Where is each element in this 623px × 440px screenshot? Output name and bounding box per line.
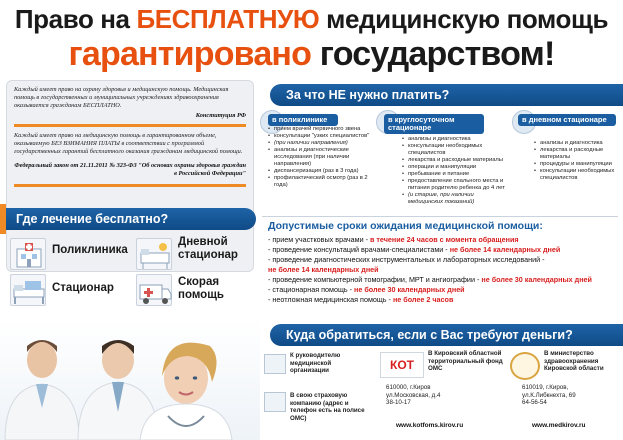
list-item: • предоставление спального места и питания родителю ребенка до 4 лет — [402, 178, 506, 192]
banner-accent — [0, 204, 6, 234]
office-icon — [264, 354, 286, 374]
contact-ministry-address: 610019, г.Киров, ул.К.Либкнехта, 69 64-56-54 — [522, 384, 576, 407]
list-item: • анализы и диагностические исследования (при наличии направления) — [268, 147, 370, 168]
law-source: Федеральный закон от 21.11.2011 № 323-ФЗ "Об основах охраны здоровья граждан в Российской Федерации" — [14, 162, 246, 177]
list-item: • диспансеризация (раз в 3 года) — [268, 168, 370, 175]
list-item: • (и старше, при наличии медицинских показаний) — [402, 192, 506, 206]
wait-row: - проведение консультаций врачами-специалистами - не более 14 календарных дней — [268, 245, 561, 254]
contact-fund-address: 610000, г.Киров ул.Московская, д.4 38-10-17 — [386, 384, 441, 407]
list-item: • анализы и диагностика — [402, 136, 506, 143]
tile-label-day-hospital: Дневной стационар — [178, 236, 238, 261]
contact-ministry-title: В министерство здравоохранения Кировской области — [544, 350, 604, 373]
link-medkirov[interactable]: www.medkirov.ru — [532, 422, 586, 429]
list-item: • консультации необходимых специалистов — [402, 143, 506, 157]
list-item: • лекарства и расходные материалы — [402, 157, 506, 164]
waiting-times-title: Допустимые сроки ожидания медицинской помощи: — [268, 220, 543, 232]
list-item: • профилактический осмотр (раз в 2 года) — [268, 175, 370, 189]
col-list-day-hospital — [534, 140, 618, 182]
wait-row: - прием участковых врачами - в течение 24 часов с момента обращения — [268, 235, 519, 244]
list-item: • анализы и диагностика — [534, 140, 618, 147]
col-title-24h-hospital: в круглосуточном стационаре — [384, 114, 484, 134]
insurance-icon — [264, 392, 286, 412]
constitution-quote: Каждый имеет право на охрану здоровья и медицинскую помощь. Медицинская помощь в государственных и муниципальных учреждениях здравоохранения оказывается гражданам БЕСПЛАТНО. — [14, 86, 229, 109]
clinic-icon — [10, 238, 46, 270]
contact-head-of-org: К руководителю медицинской организации — [290, 352, 341, 375]
col-list-24h-hospital — [402, 136, 506, 206]
where-free-banner: Где лечение бесплатно? — [0, 208, 256, 230]
contact-fund-title: В Кировский областной территориальный фонд ОМС — [428, 350, 503, 373]
divider — [262, 216, 618, 217]
wait-row: не более 14 календарных дней — [268, 265, 379, 274]
constitution-source: Конституция РФ — [195, 112, 246, 119]
col-title-day-hospital: в дневном стационаре — [518, 114, 616, 126]
wait-row: - неотложная медицинская помощь - не более 2 часов — [268, 295, 454, 304]
law-quote: Каждый имеет право на медицинскую помощь в гарантированном объеме, оказываемую БЕЗ ВЗИМАНИЯ ПЛАТЫ в соответствии с программой государственных гарантий бесплатного оказания гражданам медицинской помощи. — [14, 132, 243, 155]
page-title-line2: гарантировано государством! — [68, 35, 555, 73]
col-list-clinic — [268, 126, 370, 189]
day-hospital-icon — [136, 238, 172, 270]
what-not-to-pay-banner: За что НЕ нужно платить? — [270, 84, 623, 106]
page-title-line1: Право на БЕСПЛАТНУЮ медицинскую помощь — [14, 4, 609, 34]
kotfoms-logo: КОТ — [380, 352, 424, 378]
link-kotfoms[interactable]: www.kotfoms.kirov.ru — [396, 422, 464, 429]
ministry-emblem-icon — [510, 352, 540, 380]
list-item: • операции и манипуляции — [402, 164, 506, 171]
doctors-photo — [0, 320, 260, 440]
wait-row: - стационарная помощь - не более 30 календарных дней — [268, 285, 465, 294]
divider — [14, 124, 246, 127]
tile-label-clinic: Поликлиника — [52, 244, 128, 256]
wait-row: - проведение диагностических инструментальных и лабораторных исследований - — [268, 255, 545, 264]
list-item: • пребывание и питание — [402, 171, 506, 178]
list-item: • процедуры и манипуляции — [534, 161, 618, 168]
list-item: • лекарства и расходные материалы — [534, 147, 618, 161]
list-item: • прием врачей первичного звена — [268, 126, 370, 133]
waiting-times-list — [268, 235, 620, 305]
ambulance-icon — [136, 274, 172, 306]
where-to-go-banner: Куда обратиться, если с Вас требуют деньги? — [270, 324, 623, 346]
wait-row: - проведение компьютерной томографии, МРТ и ангиографии - не более 30 календарных дней — [268, 275, 592, 284]
list-item: • консультации "узких специалистов" — [268, 133, 370, 140]
list-item: • консультации необходимых специалистов — [534, 168, 618, 182]
col-title-clinic: в поликлинике — [268, 114, 338, 126]
list-item: • (при наличии направления) — [268, 140, 370, 147]
divider — [14, 184, 246, 187]
tile-label-hospital: Стационар — [52, 282, 114, 294]
hospital-bed-icon — [10, 274, 46, 306]
tile-label-ambulance: Скорая помощь — [178, 276, 224, 301]
contact-insurance: В свою страховую компанию (адрес и телефон есть на полисе ОМС) — [290, 392, 365, 422]
